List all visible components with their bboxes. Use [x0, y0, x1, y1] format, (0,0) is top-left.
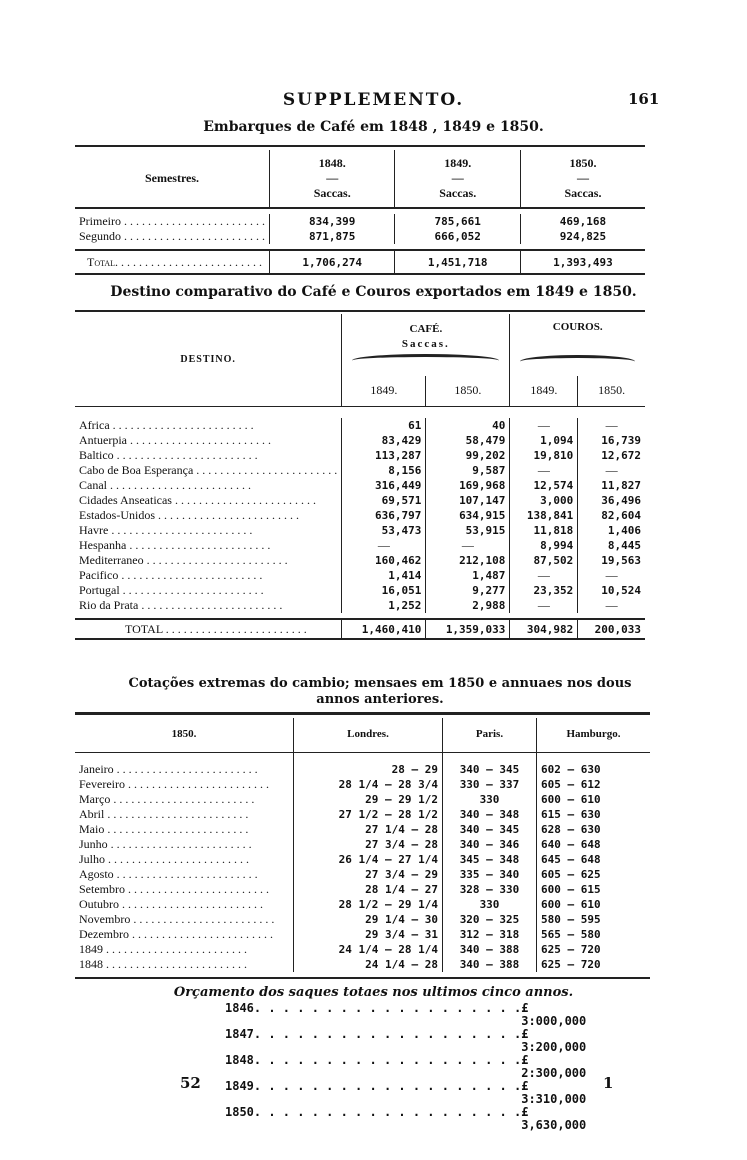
row-label: Cidades Anseaticas . . . — [75, 493, 342, 508]
budget-amount: £ 3:000,000 — [521, 1001, 587, 1028]
page-title: SUPPLEMENTO. — [282, 90, 465, 110]
cell-value: 53,473 — [342, 523, 426, 538]
budget-amount: £ 3:200,000 — [521, 1027, 587, 1054]
londres-rate: 27 1/2 — 28 1/2 — [294, 807, 443, 822]
cell-value: 40 — [426, 418, 510, 433]
hamburgo-rate: 600 — 615 — [537, 882, 651, 897]
cell-value: 1,406 — [578, 523, 645, 538]
table-row — [75, 942, 650, 957]
month-label: Dezembro . . . — [75, 927, 294, 942]
budget-year: 1850 — [225, 1105, 254, 1119]
cell-value: 23,352 — [510, 583, 578, 598]
brace — [352, 354, 499, 367]
hamburgo-rate: 615 — 630 — [537, 807, 651, 822]
total-label: TOTAL . . . — [75, 619, 342, 639]
hamburgo-rate: 645 — 648 — [537, 852, 651, 867]
table-row — [75, 598, 645, 613]
coffee-shipments-table: Semestres. 1848. — Saccas. 1849. — Saccas. 1850. — Saccas. Primeiro . . . 834,399 785,661 469,168 Segundo . . . 871,875 666,052 924,825 Total. . . . 1,706,274 1,451,718 1,393,493 — [75, 150, 645, 275]
cell-value: 1,487 — [426, 568, 510, 583]
month-label: Abril . . . — [75, 807, 294, 822]
row-label: Baltico . . . — [75, 448, 342, 463]
row-label: Mediterraneo . . . — [75, 553, 342, 568]
cell-value: 924,825 — [520, 229, 645, 244]
total-row — [75, 619, 645, 639]
cell-value: 83,429 — [342, 433, 426, 448]
cell-value: 53,915 — [426, 523, 510, 538]
cell-value: 785,661 — [395, 214, 520, 229]
paris-rate: 340 — 388 — [443, 957, 537, 972]
cell-value: 138,841 — [510, 508, 578, 523]
leader-dots: . . . . . . . . . . . . . . . . . . . — [253, 1079, 522, 1093]
table-row — [75, 867, 650, 882]
year-header: 1849. — [342, 376, 426, 406]
total-value: 304,982 — [510, 619, 578, 639]
hamburgo-rate: 600 — 610 — [537, 792, 651, 807]
table-row — [75, 777, 650, 792]
table-row — [75, 568, 645, 583]
year-header: 1850. — [578, 376, 645, 406]
cell-value: 82,604 — [578, 508, 645, 523]
cell-value: 19,563 — [578, 553, 645, 568]
month-label: Fevereiro . . . — [75, 777, 294, 792]
cell-value: 16,739 — [578, 433, 645, 448]
budget-row — [225, 1053, 587, 1080]
leader-dots: . . . . . . . . . . . . . . . . . . . — [253, 1027, 522, 1041]
table-row — [75, 433, 645, 448]
londres-rate: 29 3/4 — 31 — [294, 927, 443, 942]
budget-amount: £ 3:310,000 — [521, 1079, 587, 1106]
column-unit: Saccas. — [439, 186, 477, 200]
row-label: Rio da Prata . . . — [75, 598, 342, 613]
cell-value: 9,587 — [426, 463, 510, 478]
group-couros: COUROS. — [552, 321, 603, 333]
cell-value: 1,094 — [510, 433, 578, 448]
exchange-rates-table — [75, 718, 650, 979]
cell-value: 19,810 — [510, 448, 578, 463]
total-value: 200,033 — [578, 619, 645, 639]
cell-value: — — [510, 463, 578, 478]
year-header: 1849. — [510, 376, 578, 406]
table-row — [75, 493, 645, 508]
cell-value: 10,524 — [578, 583, 645, 598]
budget-title: Orçamento dos saques totaes nos ultimos cinco annos. — [173, 985, 574, 1000]
cell-value: 1,252 — [342, 598, 426, 613]
brace — [520, 355, 635, 368]
cell-value: 1,414 — [342, 568, 426, 583]
table-row — [75, 837, 650, 852]
cell-value: 8,445 — [578, 538, 645, 553]
cell-value: 160,462 — [342, 553, 426, 568]
table-row — [75, 229, 645, 244]
table-row — [75, 553, 645, 568]
cell-value: — — [578, 463, 645, 478]
total-row — [75, 250, 645, 274]
cell-value: 9,277 — [426, 583, 510, 598]
hamburgo-rate: 580 — 595 — [537, 912, 651, 927]
paris-rate: 330 — [443, 897, 537, 912]
table-row — [75, 852, 650, 867]
londres-rate: 29 1/4 — 30 — [294, 912, 443, 927]
paris-rate: 340 — 345 — [443, 762, 537, 777]
month-label: 1848 . . . — [75, 957, 294, 972]
budget-list — [225, 1001, 587, 1132]
paris-rate: 340 — 348 — [443, 807, 537, 822]
paris-rate: 312 — 318 — [443, 927, 537, 942]
column-unit: Saccas. — [313, 186, 351, 200]
paris-rate: 320 — 325 — [443, 912, 537, 927]
column-header: 1850. — [171, 728, 197, 741]
cell-value: 11,818 — [510, 523, 578, 538]
cell-value: 634,915 — [426, 508, 510, 523]
month-label: 1849 . . . — [75, 942, 294, 957]
londres-rate: 28 1/4 — 28 3/4 — [294, 777, 443, 792]
cell-value: — — [426, 538, 510, 553]
cell-value: — — [510, 418, 578, 433]
budget-row — [225, 1079, 587, 1106]
row-label: Hespanha . . . — [75, 538, 342, 553]
leader-dots: . . . . . . . . . . . . . . . . . . . — [253, 1053, 522, 1067]
total-value: 1,706,274 — [270, 250, 395, 274]
londres-rate: 24 1/4 — 28 1/4 — [294, 942, 443, 957]
total-value: 1,460,410 — [342, 619, 426, 639]
cell-value: — — [510, 568, 578, 583]
month-label: Novembro . . . — [75, 912, 294, 927]
paris-rate: 340 — 346 — [443, 837, 537, 852]
paris-rate: 340 — 345 — [443, 822, 537, 837]
cell-value: 2,988 — [426, 598, 510, 613]
cell-value: 469,168 — [520, 214, 645, 229]
row-header: Semestres. — [144, 171, 200, 185]
column-unit: Saccas. — [564, 186, 602, 200]
total-value: 1,359,033 — [426, 619, 510, 639]
row-header: DESTINO. — [75, 314, 342, 406]
cell-value: 58,479 — [426, 433, 510, 448]
total-label: Total. . . . — [75, 250, 270, 274]
month-label: Julho . . . — [75, 852, 294, 867]
cell-value: — — [578, 418, 645, 433]
hamburgo-rate: 600 — 610 — [537, 897, 651, 912]
cell-value: 113,287 — [342, 448, 426, 463]
paris-rate: 328 — 330 — [443, 882, 537, 897]
hamburgo-rate: 602 — 630 — [537, 762, 651, 777]
table-row — [75, 508, 645, 523]
row-label: Cabo de Boa Esperança . . . — [75, 463, 342, 478]
signature-mark: 52 — [180, 1074, 201, 1092]
paris-rate: 345 — 348 — [443, 852, 537, 867]
month-label: Março . . . — [75, 792, 294, 807]
month-label: Janeiro . . . — [75, 762, 294, 777]
table-row — [75, 927, 650, 942]
table-row — [75, 583, 645, 598]
month-label: Maio . . . — [75, 822, 294, 837]
budget-year: 1849 — [225, 1079, 254, 1093]
column-year: 1848. — [318, 156, 346, 170]
hamburgo-rate: 628 — 630 — [537, 822, 651, 837]
table-row — [75, 448, 645, 463]
table1-title: Embarques de Café em 1848 , 1849 e 1850. — [203, 119, 544, 135]
budget-row — [225, 1105, 587, 1132]
table-row — [75, 912, 650, 927]
cell-value: 636,797 — [342, 508, 426, 523]
hamburgo-rate: 625 — 720 — [537, 957, 651, 972]
cell-value: 99,202 — [426, 448, 510, 463]
paris-rate: 330 — 337 — [443, 777, 537, 792]
cell-value: 666,052 — [395, 229, 520, 244]
table-row — [75, 957, 650, 972]
year-header: 1850. — [426, 376, 510, 406]
divider — [75, 145, 645, 147]
row-label: Estados-Unidos . . . — [75, 508, 342, 523]
cell-value: 107,147 — [426, 493, 510, 508]
cell-value: 36,496 — [578, 493, 645, 508]
budget-amount: £ 2:300,000 — [521, 1053, 587, 1080]
londres-rate: 26 1/4 — 27 1/4 — [294, 852, 443, 867]
table-row — [75, 882, 650, 897]
cell-value: 11,827 — [578, 478, 645, 493]
table-row — [75, 762, 650, 777]
cell-value: — — [510, 598, 578, 613]
page-number: 161 — [628, 90, 660, 108]
row-label: Africa . . . — [75, 418, 342, 433]
row-label: Havre . . . — [75, 523, 342, 538]
cell-value: 871,875 — [270, 229, 395, 244]
cell-value: 87,502 — [510, 553, 578, 568]
total-value: 1,393,493 — [520, 250, 645, 274]
cell-value: — — [578, 598, 645, 613]
budget-row — [225, 1027, 587, 1054]
londres-rate: 28 1/2 — 29 1/4 — [294, 897, 443, 912]
table-row — [75, 214, 645, 229]
table-row — [75, 792, 650, 807]
destination-table — [75, 314, 645, 640]
cell-value: 69,571 — [342, 493, 426, 508]
cell-value: 61 — [342, 418, 426, 433]
table-row — [75, 463, 645, 478]
cell-value: — — [578, 568, 645, 583]
hamburgo-rate: 625 — 720 — [537, 942, 651, 957]
cell-value: 16,051 — [342, 583, 426, 598]
divider — [75, 310, 645, 312]
total-value: 1,451,718 — [395, 250, 520, 274]
hamburgo-rate: 605 — 612 — [537, 777, 651, 792]
table-row — [75, 822, 650, 837]
column-year: 1849. — [444, 156, 472, 170]
cell-value: 12,574 — [510, 478, 578, 493]
budget-year: 1848 — [225, 1053, 254, 1067]
cell-value: 8,994 — [510, 538, 578, 553]
cell-value: — — [342, 538, 426, 553]
table-row — [75, 418, 645, 433]
paris-rate: 340 — 388 — [443, 942, 537, 957]
sheet-mark: 1 — [603, 1074, 614, 1092]
table-row — [75, 538, 645, 553]
column-header: Hamburgo. — [537, 718, 651, 752]
hamburgo-rate: 605 — 625 — [537, 867, 651, 882]
row-label: Portugal . . . — [75, 583, 342, 598]
budget-amount: £ 3,630,000 — [521, 1105, 587, 1132]
spacer — [75, 406, 645, 418]
londres-rate: 28 — 29 — [294, 762, 443, 777]
month-label: Junho . . . — [75, 837, 294, 852]
budget-year: 1847 — [225, 1027, 254, 1041]
londres-rate: 28 1/4 — 27 — [294, 882, 443, 897]
table-row — [75, 897, 650, 912]
budget-row — [225, 1001, 587, 1028]
londres-rate: 27 3/4 — 28 — [294, 837, 443, 852]
cell-value: 316,449 — [342, 478, 426, 493]
paris-rate: 335 — 340 — [443, 867, 537, 882]
hamburgo-rate: 640 — 648 — [537, 837, 651, 852]
column-year: 1850. — [569, 156, 597, 170]
paris-rate: 330 — [443, 792, 537, 807]
table3-title: Cotações extremas do cambio; mensaes em 1850 e annuaes nos dous annos anteriores. — [128, 676, 632, 707]
cell-value: 8,156 — [342, 463, 426, 478]
row-label: Primeiro . . . — [75, 214, 270, 229]
cell-value: 169,968 — [426, 478, 510, 493]
hamburgo-rate: 565 — 580 — [537, 927, 651, 942]
row-label: Canal . . . — [75, 478, 342, 493]
londres-rate: 27 3/4 — 29 — [294, 867, 443, 882]
month-label: Setembro . . . — [75, 882, 294, 897]
spacer — [75, 972, 650, 978]
cell-value: 12,672 — [578, 448, 645, 463]
column-header: Paris. — [443, 718, 537, 752]
row-label: Pacifico . . . — [75, 568, 342, 583]
table-row — [75, 478, 645, 493]
londres-rate: 27 1/4 — 28 — [294, 822, 443, 837]
cell-value: 3,000 — [510, 493, 578, 508]
londres-rate: 29 — 29 1/2 — [294, 792, 443, 807]
leader-dots: . . . . . . . . . . . . . . . . . . . — [253, 1105, 522, 1119]
budget-year: 1846 — [225, 1001, 254, 1015]
leader-dots: . . . . . . . . . . . . . . . . . . . — [253, 1001, 522, 1015]
column-header: Londres. — [294, 718, 443, 752]
group-cafe: CAFÉ. — [409, 322, 443, 335]
table-row — [75, 523, 645, 538]
month-label: Agosto . . . — [75, 867, 294, 882]
row-label: Segundo . . . — [75, 229, 270, 244]
table2-title: Destino comparativo do Café e Couros exportados em 1849 e 1850. — [110, 284, 637, 300]
londres-rate: 24 1/4 — 28 — [294, 957, 443, 972]
group-unit: Saccas. — [401, 337, 450, 350]
cell-value: 212,108 — [426, 553, 510, 568]
cell-value: 834,399 — [270, 214, 395, 229]
divider — [75, 712, 650, 715]
month-label: Outubro . . . — [75, 897, 294, 912]
table-row — [75, 807, 650, 822]
row-label: Antuerpia . . . — [75, 433, 342, 448]
